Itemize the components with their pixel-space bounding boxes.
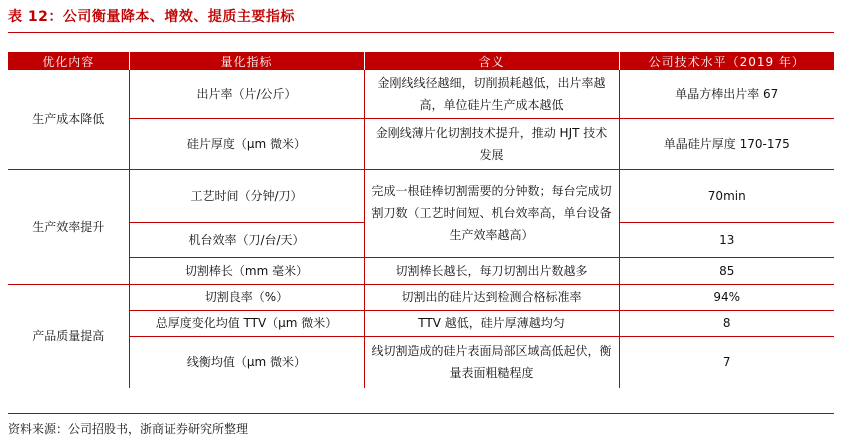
indicator-cell: 切割良率（%） [129,284,364,310]
header-cell: 量化指标 [129,52,364,70]
header-cell: 含义 [364,52,619,70]
table-row [8,169,834,222]
value-cell: 94% [619,284,834,310]
header-cell: 优化内容 [8,52,129,70]
value-cell: 7 [722,355,731,370]
value-cell: 13 [619,222,834,257]
indicator-cell: 出片率（片/公斤） [129,70,364,118]
indicator-cell: 机台效率（刀/台/天） [129,222,364,257]
value-cell: 85 [619,257,834,284]
category-cell: 生产成本降低 [8,70,129,169]
meaning-cell: 金刚线薄片化切割技术提升，推动 HJT 技术发展 [364,118,619,169]
value-cell: 8 [619,310,834,336]
header-cell: 公司技术水平（2019 年） [619,52,834,70]
table-row [8,70,834,118]
meaning-cell: TTV 越低，硅片厚薄越均匀 [364,310,619,336]
indicator-cell: 总厚度变化均值 TTV（μm 微米） [129,310,364,336]
indicator-cell: 工艺时间（分钟/刀） [129,169,364,222]
source-note: 资料来源：公司招股书，浙商证券研究所整理 [8,422,249,436]
header-row [8,52,834,70]
table-row [8,284,834,310]
meaning-cell: 完成一根硅棒切割需要的分钟数；每台完成切割刀数（工艺时间短、机台效率高，单台设备生产效率越高） [364,169,619,257]
table-title: 表 12：公司衡量降本、增效、提质主要指标 [8,9,295,25]
indicator-cell: 线衡均值（μm 微米） [129,336,364,388]
value-cell: 单晶方棒出片率 67 [619,70,834,118]
category-cell: 产品质量提高 [8,284,129,388]
category-cell: 生产效率提升 [8,169,129,284]
table-row [8,257,834,284]
indicator-cell: 硅片厚度（μm 微米） [129,118,364,169]
table-bottom-rule [8,413,834,414]
value-cell: 70min [619,169,834,222]
title-rule [8,32,834,33]
indicator-cell: 切割棒长（mm 毫米） [129,257,364,284]
meaning-cell: 切割出的硅片达到检测合格标准率 [364,284,619,310]
meaning-cell: 切割棒长越长，每刀切割出片数越多 [364,257,619,284]
value-cell: 单晶硅片厚度 170-175 [619,118,834,169]
table-row [8,336,834,388]
indicator-table [8,52,834,388]
meaning-cell: 线切割造成的硅片表面局部区域高低起伏，衡量表面粗糙程度 [364,336,619,388]
meaning-cell: 金刚线线径越细，切削损耗越低，出片率越高，单位硅片生产成本越低 [364,70,619,118]
table-row [8,118,834,169]
table-row [8,310,834,336]
